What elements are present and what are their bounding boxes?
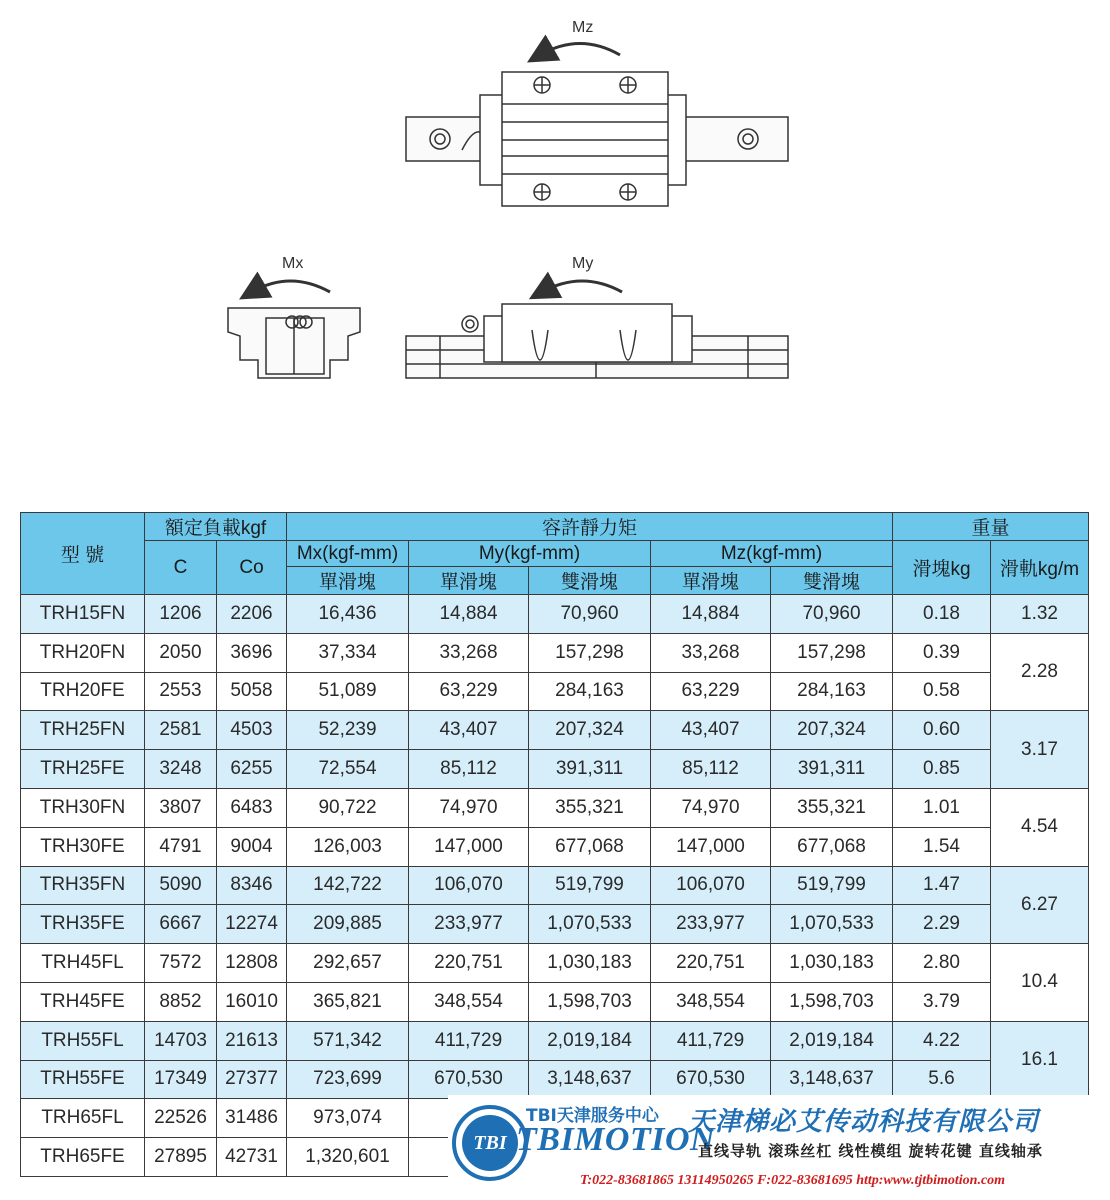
- cell-mz-double: 2,019,184: [771, 1021, 893, 1060]
- cell-mz-single: 233,977: [651, 905, 771, 944]
- cell-mz-single: 411,729: [651, 1021, 771, 1060]
- cell-model: TRH35FE: [21, 905, 145, 944]
- cell-mx: 1,320,601: [287, 1138, 409, 1177]
- cell-block-kg: 0.60: [893, 711, 991, 750]
- my-label: My: [572, 255, 594, 272]
- header-block-kg: 滑塊kg: [893, 541, 991, 595]
- cell-model: TRH55FL: [21, 1021, 145, 1060]
- cell-mx: 90,722: [287, 788, 409, 827]
- cell-mx: 209,885: [287, 905, 409, 944]
- header-model: 型 號: [21, 513, 145, 595]
- cell-model: TRH35FN: [21, 866, 145, 905]
- header-my: My(kgf-mm): [409, 541, 651, 567]
- cell-co: 3696: [217, 633, 287, 672]
- cell-my-double: 3,148,637: [529, 1060, 651, 1099]
- cell-mz-single: 106,070: [651, 866, 771, 905]
- cell-my-single: 74,970: [409, 788, 529, 827]
- cell-c: 22526: [145, 1099, 217, 1138]
- cell-model: TRH20FE: [21, 672, 145, 711]
- cell-block-kg: 4.22: [893, 1021, 991, 1060]
- cell-co: 4503: [217, 711, 287, 750]
- cell-my-single: 85,112: [409, 750, 529, 789]
- cell-model: TRH15FN: [21, 595, 145, 634]
- cell-mz-single: 43,407: [651, 711, 771, 750]
- mx-label: Mx: [282, 255, 304, 272]
- cell-rail-kg: 3.17: [991, 711, 1089, 789]
- moment-diagram-svg: [0, 0, 1110, 470]
- cell-model: TRH45FE: [21, 982, 145, 1021]
- cell-rail-kg: 1.32: [991, 595, 1089, 634]
- cell-mx: 723,699: [287, 1060, 409, 1099]
- cell-co: 5058: [217, 672, 287, 711]
- cell-co: 8346: [217, 866, 287, 905]
- brand-name: TBIMOTION: [516, 1121, 716, 1158]
- cell-block-kg: 1.54: [893, 827, 991, 866]
- cell-my-double: 207,324: [529, 711, 651, 750]
- table-row: [21, 1060, 1089, 1099]
- cell-co: 42731: [217, 1138, 287, 1177]
- cell-block-kg: 2.80: [893, 944, 991, 983]
- cell-c: 4791: [145, 827, 217, 866]
- cell-mx: 292,657: [287, 944, 409, 983]
- cell-my-single: 14,884: [409, 595, 529, 634]
- header-rated-load: 額定負載kgf: [145, 513, 287, 541]
- cell-block-kg: 3.79: [893, 982, 991, 1021]
- cell-c: 27895: [145, 1138, 217, 1177]
- cell-block-kg: 0.85: [893, 750, 991, 789]
- cell-c: 17349: [145, 1060, 217, 1099]
- cell-c: 2581: [145, 711, 217, 750]
- company-watermark: [448, 1095, 1110, 1195]
- table-row: [21, 827, 1089, 866]
- header-mz-double: 雙滑塊: [771, 567, 893, 595]
- cell-co: 12808: [217, 944, 287, 983]
- cell-my-double: 519,799: [529, 866, 651, 905]
- header-my-single: 單滑塊: [409, 567, 529, 595]
- cell-block-kg: 1.47: [893, 866, 991, 905]
- cell-co: 12274: [217, 905, 287, 944]
- cell-my-single: 33,268: [409, 633, 529, 672]
- cell-my-single: 233,977: [409, 905, 529, 944]
- cell-mz-double: 70,960: [771, 595, 893, 634]
- cell-mz-double: 519,799: [771, 866, 893, 905]
- cell-model: TRH30FE: [21, 827, 145, 866]
- cell-block-kg: 1.01: [893, 788, 991, 827]
- company-name: 天津梯必艾传动科技有限公司: [688, 1107, 1040, 1137]
- cell-mz-double: 157,298: [771, 633, 893, 672]
- cell-co: 21613: [217, 1021, 287, 1060]
- cell-c: 2553: [145, 672, 217, 711]
- header-weight: 重量: [893, 513, 1089, 541]
- cell-co: 31486: [217, 1099, 287, 1138]
- table-row: [21, 595, 1089, 634]
- cell-mz-double: 3,148,637: [771, 1060, 893, 1099]
- cell-co: 6255: [217, 750, 287, 789]
- table-row: [21, 788, 1089, 827]
- cell-c: 1206: [145, 595, 217, 634]
- table-row: [21, 672, 1089, 711]
- header-c: C: [145, 541, 217, 595]
- product-list: 直线导轨 滚珠丝杠 线性模组 旋转花键 直线轴承: [698, 1142, 1043, 1160]
- cell-block-kg: 5.6: [893, 1060, 991, 1099]
- header-co: Co: [217, 541, 287, 595]
- cell-mx: 973,074: [287, 1099, 409, 1138]
- cell-co: 6483: [217, 788, 287, 827]
- cell-my-single: 348,554: [409, 982, 529, 1021]
- cell-my-double: 677,068: [529, 827, 651, 866]
- cell-my-single: 147,000: [409, 827, 529, 866]
- cell-rail-kg: 16.1: [991, 1021, 1089, 1099]
- table-row: [21, 982, 1089, 1021]
- cell-my-double: 2,019,184: [529, 1021, 651, 1060]
- cell-c: 14703: [145, 1021, 217, 1060]
- cell-model: TRH55FE: [21, 1060, 145, 1099]
- cell-co: 9004: [217, 827, 287, 866]
- cell-block-kg: 0.58: [893, 672, 991, 711]
- cell-mx: 142,722: [287, 866, 409, 905]
- cell-mx: 37,334: [287, 633, 409, 672]
- cell-mz-single: 670,530: [651, 1060, 771, 1099]
- cell-mz-single: 147,000: [651, 827, 771, 866]
- cell-rail-kg: 2.28: [991, 633, 1089, 711]
- cell-mx: 52,239: [287, 711, 409, 750]
- contact-info: T:022-83681865 13114950265 F:022-83681695 http:www.tjtbimotion.com: [580, 1173, 1006, 1188]
- cell-mz-single: 85,112: [651, 750, 771, 789]
- cell-mz-single: 220,751: [651, 944, 771, 983]
- load-rating-table-wrapper: [20, 512, 1089, 1177]
- cell-mz-double: 1,070,533: [771, 905, 893, 944]
- table-row: [21, 750, 1089, 789]
- cell-my-double: 70,960: [529, 595, 651, 634]
- table-body: [21, 595, 1089, 1177]
- cell-rail-kg: 10.4: [991, 944, 1089, 1022]
- cell-model: TRH65FE: [21, 1138, 145, 1177]
- cell-my-single: 220,751: [409, 944, 529, 983]
- cell-model: TRH20FN: [21, 633, 145, 672]
- cell-mz-double: 1,030,183: [771, 944, 893, 983]
- cell-c: 8852: [145, 982, 217, 1021]
- cell-mz-single: 14,884: [651, 595, 771, 634]
- table-row: [21, 633, 1089, 672]
- cell-mx: 365,821: [287, 982, 409, 1021]
- cell-model: TRH25FN: [21, 711, 145, 750]
- cell-my-double: 157,298: [529, 633, 651, 672]
- cell-co: 16010: [217, 982, 287, 1021]
- tbi-logo-text: TBI: [462, 1115, 518, 1171]
- cell-mx: 126,003: [287, 827, 409, 866]
- header-static-moment: 容許靜力矩: [287, 513, 893, 541]
- mz-label: Mz: [572, 19, 594, 36]
- cell-my-double: 355,321: [529, 788, 651, 827]
- cell-mz-double: 1,598,703: [771, 982, 893, 1021]
- cell-block-kg: 0.18: [893, 595, 991, 634]
- cell-co: 2206: [217, 595, 287, 634]
- header-mx-single: 單滑塊: [287, 567, 409, 595]
- cell-my-double: 391,311: [529, 750, 651, 789]
- cell-mz-double: 355,321: [771, 788, 893, 827]
- cell-my-single: 670,530: [409, 1060, 529, 1099]
- cell-mz-single: 348,554: [651, 982, 771, 1021]
- front-view-block: [228, 308, 360, 378]
- my-arrow: [542, 281, 622, 292]
- cell-mz-single: 63,229: [651, 672, 771, 711]
- cell-c: 5090: [145, 866, 217, 905]
- cell-c: 2050: [145, 633, 217, 672]
- cell-co: 27377: [217, 1060, 287, 1099]
- cell-mz-double: 391,311: [771, 750, 893, 789]
- cell-model: TRH30FN: [21, 788, 145, 827]
- header-rail-kg: 滑軌kg/m: [991, 541, 1089, 595]
- service-center-label: TBI天津服务中心: [526, 1106, 659, 1126]
- cell-my-double: 1,030,183: [529, 944, 651, 983]
- cell-rail-kg: 4.54: [991, 788, 1089, 866]
- header-mz-single: 單滑塊: [651, 567, 771, 595]
- cell-my-single: 43,407: [409, 711, 529, 750]
- mx-arrow: [252, 281, 330, 292]
- table-row: [21, 944, 1089, 983]
- cell-my-double: 284,163: [529, 672, 651, 711]
- cell-mx: 51,089: [287, 672, 409, 711]
- table-header: [21, 513, 1089, 595]
- cell-my-single: 106,070: [409, 866, 529, 905]
- table-row: [21, 866, 1089, 905]
- header-mz: Mz(kgf-mm): [651, 541, 893, 567]
- cell-model: TRH25FE: [21, 750, 145, 789]
- load-rating-table: [20, 512, 1089, 1177]
- table-row: [21, 905, 1089, 944]
- top-view-block: [406, 72, 788, 206]
- header-my-double: 雙滑塊: [529, 567, 651, 595]
- cell-mz-single: 33,268: [651, 633, 771, 672]
- side-view-block: [406, 304, 788, 378]
- cell-my-double: 1,598,703: [529, 982, 651, 1021]
- cell-block-kg: 2.29: [893, 905, 991, 944]
- cell-mx: 571,342: [287, 1021, 409, 1060]
- cell-model: TRH65FL: [21, 1099, 145, 1138]
- table-row: [21, 1021, 1089, 1060]
- table-row: [21, 711, 1089, 750]
- mz-arrow: [540, 44, 620, 56]
- cell-mx: 72,554: [287, 750, 409, 789]
- cell-c: 3248: [145, 750, 217, 789]
- cell-c: 6667: [145, 905, 217, 944]
- cell-my-single: 63,229: [409, 672, 529, 711]
- moment-diagram: [0, 0, 1110, 470]
- cell-my-double: 1,070,533: [529, 905, 651, 944]
- cell-mz-double: 207,324: [771, 711, 893, 750]
- cell-mz-single: 74,970: [651, 788, 771, 827]
- cell-c: 3807: [145, 788, 217, 827]
- cell-mz-double: 284,163: [771, 672, 893, 711]
- cell-my-single: 411,729: [409, 1021, 529, 1060]
- cell-c: 7572: [145, 944, 217, 983]
- header-mx: Mx(kgf-mm): [287, 541, 409, 567]
- cell-rail-kg: 6.27: [991, 866, 1089, 944]
- cell-block-kg: 0.39: [893, 633, 991, 672]
- cell-model: TRH45FL: [21, 944, 145, 983]
- cell-mz-double: 677,068: [771, 827, 893, 866]
- cell-mx: 16,436: [287, 595, 409, 634]
